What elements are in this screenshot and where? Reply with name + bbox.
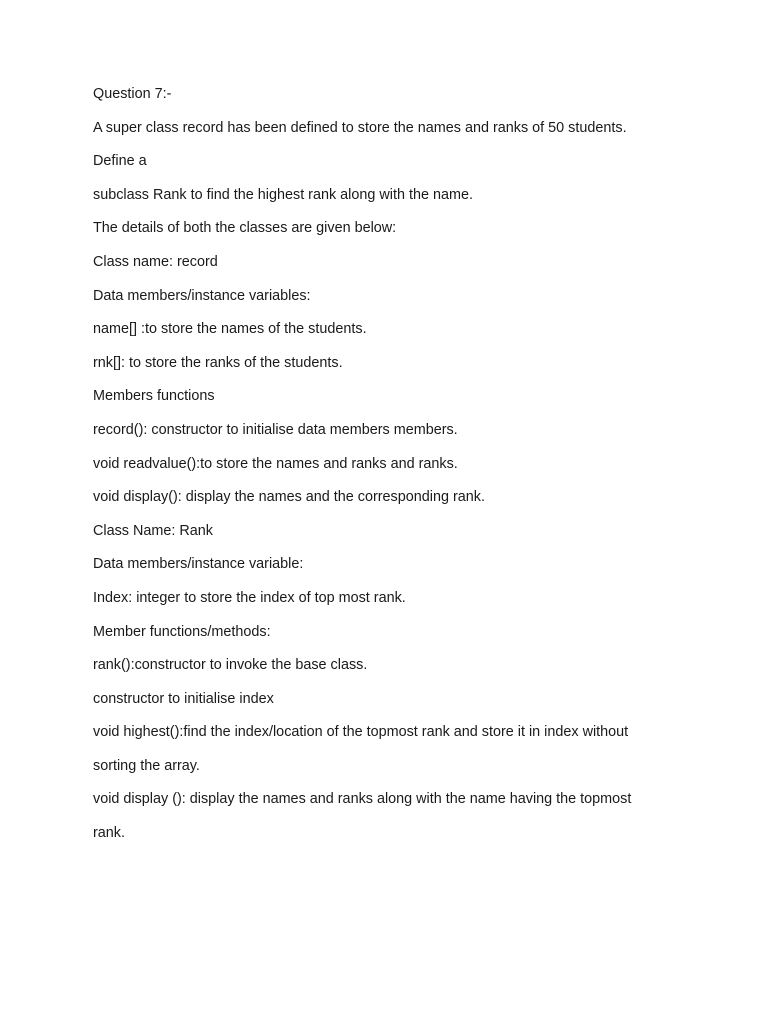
text-line: rnk[]: to store the ranks of the students. xyxy=(93,354,343,371)
text-line: void highest():find the index/location of the topmost rank and store it in index without xyxy=(93,724,629,741)
text-line: Data members/instance variables: xyxy=(93,287,311,304)
text-line: A super class record has been defined to store the names and ranks of 50 students. xyxy=(93,119,627,136)
text-line: Define a xyxy=(93,153,147,170)
text-line: record(): constructor to initialise data members members. xyxy=(93,421,458,438)
text-line: Index: integer to store the index of top most rank. xyxy=(93,589,406,606)
text-line: Members functions xyxy=(93,388,215,405)
text-line: Data members/instance variable: xyxy=(93,556,304,573)
text-line: The details of both the classes are given below: xyxy=(93,220,397,237)
text-line: name[] :to store the names of the students. xyxy=(93,321,367,338)
text-line: subclass Rank to find the highest rank along with the name. xyxy=(93,186,473,203)
text-line: rank. xyxy=(93,825,125,842)
text-line: Class name: record xyxy=(93,253,218,270)
text-line: sorting the array. xyxy=(93,757,200,774)
text-line: constructor to initialise index xyxy=(93,690,274,707)
text-line: void readvalue():to store the names and ranks and ranks. xyxy=(93,455,458,472)
text-line: void display (): display the names and ranks along with the name having the topmost xyxy=(93,791,632,808)
text-line: Member functions/methods: xyxy=(93,623,271,640)
text-line: Class Name: Rank xyxy=(93,522,213,539)
question-heading: Question 7:- xyxy=(93,86,172,102)
text-line: rank():constructor to invoke the base class. xyxy=(93,657,368,674)
document-body xyxy=(93,84,733,857)
text-line: void display(): display the names and the corresponding rank. xyxy=(93,489,485,506)
